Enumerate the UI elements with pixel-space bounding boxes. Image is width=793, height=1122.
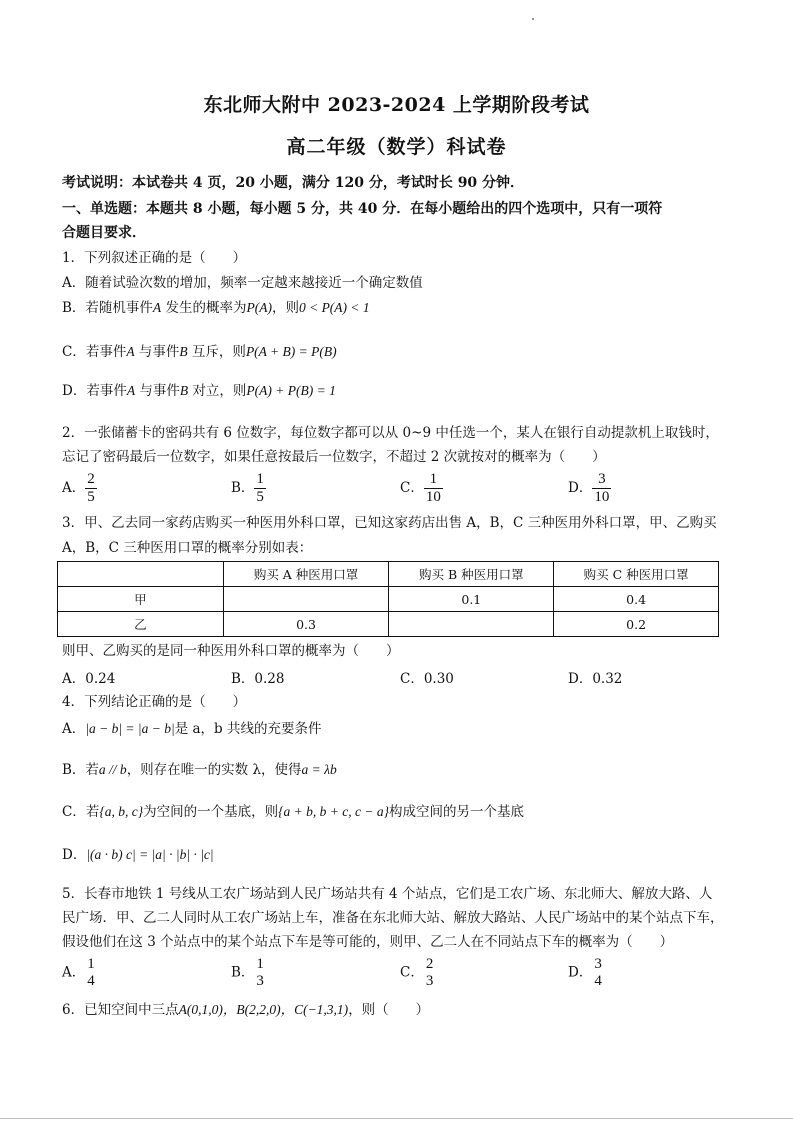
q3-line1: 3．甲、乙去同一家药店购买一种医用外科口罩，已知这家药店出售 A，B，C 三种医用外科口罩，甲、乙购买 <box>62 515 717 531</box>
denominator: 4 <box>87 973 95 989</box>
q1-option-c-then: 互斥，则 <box>187 344 246 360</box>
q1-option-c-label: C．若事件 <box>62 344 127 360</box>
q4-option-b-text: ，则存在唯一的实数 λ，使得 <box>126 762 302 778</box>
table-header-row <box>58 562 719 587</box>
q4-option-c <box>62 802 742 822</box>
q1-option-c <box>62 342 742 362</box>
q2-option-d-label: D． <box>568 480 593 496</box>
q2-line2: 忘记了密码最后一位数字，如果任意按最后一位数字，不超过 2 次就按对的概率为（ ） <box>62 449 606 465</box>
q1-option-b-text: 发生的概率为 <box>161 300 247 316</box>
table-row <box>58 612 719 637</box>
q1-option-d-formula: P(A) + P(B) = 1 <box>246 383 336 398</box>
q2-option-a-label: A． <box>62 480 86 496</box>
q6-points: A(0,1,0)，B(2,2,0)，C(−1,3,1) <box>178 1002 349 1017</box>
table-cell: 0.1 <box>389 587 554 612</box>
table-header-cell: 购买 A 种医用口罩 <box>223 562 389 587</box>
denominator: 10 <box>594 489 610 505</box>
q6-stem <box>62 1000 742 1020</box>
q5-line2: 民广场．甲、乙二人同时从工农广场站上车，准备在东北师大站、解放大路站、人民广场站中的某个站点下车， <box>62 910 724 926</box>
q3-option-c: C．0.30 <box>400 671 454 687</box>
q5-option-b-fraction <box>254 956 266 990</box>
numerator: 2 <box>87 471 95 487</box>
table-cell: 0.4 <box>554 587 719 612</box>
q4-option-d-formula: |(a · b) c| = |a| · |b| · |c| <box>86 847 214 862</box>
q1-option-b-label: B．若随机事件 <box>62 300 153 316</box>
q5-line1: 5．长春市地铁 1 号线从工农广场站到人民广场站共有 4 个站点，它们是工农广场、东北师大、解放大路、人 <box>62 886 713 902</box>
table-cell: 0.2 <box>554 612 719 637</box>
q2-option-a <box>62 471 97 506</box>
q5-option-d-fraction <box>592 956 604 990</box>
q1-option-d-label: D．若事件 <box>62 383 127 399</box>
q4-option-a <box>62 719 742 739</box>
q4-option-a-label: A． <box>62 721 86 737</box>
q5-option-a-fraction <box>85 956 97 990</box>
q3-option-a: A．0.24 <box>62 671 116 687</box>
q2-option-d-fraction <box>592 471 611 506</box>
table-cell <box>389 612 554 637</box>
q5-options <box>62 956 742 996</box>
numerator: 1 <box>424 471 443 489</box>
q4-option-b-formula: a // b <box>98 762 127 777</box>
q4-option-c-basis2: {a + b, b + c, c − a} <box>278 804 390 819</box>
q1-option-c-text: 与事件 <box>134 344 180 360</box>
q4-option-c-basis: {a, b, c} <box>99 804 144 819</box>
exam-instructions: 考试说明：本试卷共 4 页，20 小题，满分 120 分，考试时长 90 分钟． <box>62 175 525 191</box>
q1-option-b-prob: P(A) <box>246 300 272 315</box>
table-header-cell: 购买 B 种医用口罩 <box>389 562 554 587</box>
exam-subtitle: 高二年级（数学）科试卷 <box>286 136 507 158</box>
numerator: 2 <box>425 956 434 972</box>
q1-option-a: A．随着试验次数的增加，频率一定越来越接近一个确定数值 <box>62 275 423 291</box>
q4-option-a-formula: |a − b| = |a − b| <box>85 721 175 736</box>
q2-option-c-label: C． <box>400 480 424 496</box>
q4-option-d <box>62 845 742 865</box>
table-cell: 甲 <box>58 587 224 612</box>
table-header-cell: 购买 C 种医用口罩 <box>554 562 719 587</box>
q5-option-d <box>568 956 604 990</box>
scan-dot <box>532 18 534 20</box>
q1-option-d-text: 与事件 <box>135 383 180 399</box>
q4-option-b-label: B．若 <box>62 762 99 778</box>
q2-line1: 2．一张储蓄卡的密码共有 6 位数字，每位数字都可以从 0~9 中任选一个，某人在银行自动提款机上取钱时， <box>62 425 719 441</box>
q2-options <box>62 471 742 511</box>
section-heading-line2: 合题目要求． <box>62 225 146 241</box>
q1-option-b-inequality: 0 < P(A) < 1 <box>298 300 370 315</box>
q5-line3: 假设他们在这 3 个站点中的某个站点下车是等可能的，则甲、乙二人在不同站点下车的概率为（ ） <box>62 934 674 950</box>
numerator: 1 <box>256 471 264 487</box>
table-row <box>58 587 719 612</box>
q4-option-a-text: 是 a，b 共线的充要条件 <box>174 721 322 737</box>
q4-option-b <box>62 760 742 780</box>
q4-option-c-text2: 构成空间的另一个基底 <box>389 804 525 820</box>
q2-option-a-fraction <box>85 471 97 506</box>
q1-option-c-event-b: B <box>179 344 188 359</box>
q5-option-d-label: D． <box>568 964 593 981</box>
q3-option-d: D．0.32 <box>568 671 623 687</box>
q3-question: 则甲、乙购买的是同一种医用外科口罩的概率为（ ） <box>62 643 400 659</box>
q5-option-b-label: B． <box>231 964 255 981</box>
denominator: 4 <box>594 973 602 989</box>
q5-option-a-label: A． <box>62 964 86 981</box>
q5-option-c-fraction <box>424 956 436 990</box>
q1-option-d <box>62 381 742 401</box>
numerator: 3 <box>594 956 602 972</box>
q6-text-end: ，则（ ） <box>348 1002 430 1018</box>
q3-line2: A，B，C 三种医用口罩的概率分别如表： <box>62 540 313 556</box>
table-cell <box>223 587 389 612</box>
q5-option-c <box>400 956 435 990</box>
section-heading-line1: 一、单选题：本题共 8 小题，每小题 5 分，共 40 分．在每小题给出的四个选项中，只有一项符 <box>62 201 663 217</box>
denominator: 5 <box>256 489 264 505</box>
numerator: 3 <box>592 471 611 489</box>
q5-option-c-label: C． <box>400 964 424 981</box>
denominator: 3 <box>256 973 264 989</box>
q2-option-c-fraction <box>424 471 443 506</box>
q1-option-b-then: ，则 <box>271 300 299 316</box>
q1-option-c-event-a: A <box>126 344 135 359</box>
q2-option-d <box>568 471 611 506</box>
q4-option-c-label: C．若 <box>62 804 100 820</box>
q1-option-d-then: 对立，则 <box>188 383 247 399</box>
q4-option-c-text: 为空间的一个基底，则 <box>143 804 279 820</box>
q4-option-d-label: D． <box>62 847 87 863</box>
q2-option-b <box>231 471 266 506</box>
denominator: 5 <box>87 489 95 505</box>
q1-option-b <box>62 298 742 318</box>
q6-text: 6．已知空间中三点 <box>62 1002 179 1018</box>
denominator: 3 <box>425 973 434 989</box>
q4-option-b-formula2: a = λb <box>301 762 337 777</box>
denominator: 10 <box>425 489 441 505</box>
q2-option-b-label: B． <box>231 480 255 496</box>
exam-title: 东北师大附中 2023-2024 上学期阶段考试 <box>203 94 590 116</box>
q1-option-d-event-b: B <box>179 383 189 398</box>
q1-option-b-event: A <box>152 300 162 315</box>
q4-stem: 4．下列结论正确的是（ ） <box>62 694 247 710</box>
numerator: 1 <box>87 956 95 972</box>
q5-option-a <box>62 956 97 990</box>
q1-option-c-formula: P(A + B) = P(B) <box>245 344 337 359</box>
table-cell: 乙 <box>58 612 224 637</box>
numerator: 1 <box>256 956 264 972</box>
q1-option-d-event-a: A <box>126 383 136 398</box>
page-bottom-border <box>0 1118 793 1119</box>
table-cell: 0.3 <box>223 612 389 637</box>
q3-probability-table <box>57 561 719 637</box>
q3-option-b: B．0.28 <box>231 671 285 687</box>
q5-option-b <box>231 956 266 990</box>
q2-option-c <box>400 471 443 506</box>
q3-options <box>62 667 742 687</box>
q1-stem: 1．下列叙述正确的是（ ） <box>62 250 247 266</box>
table-header-cell <box>58 562 224 587</box>
q2-option-b-fraction <box>254 471 266 506</box>
